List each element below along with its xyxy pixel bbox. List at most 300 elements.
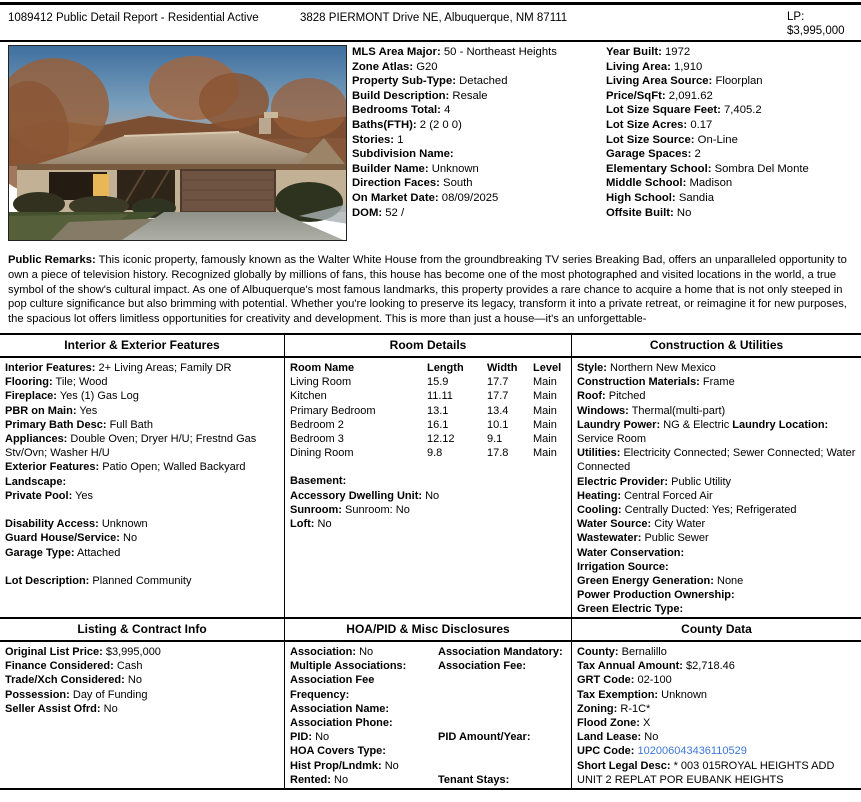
- field-label: Finance Considered:: [5, 660, 114, 672]
- field-line: [290, 673, 567, 687]
- field-line: [606, 89, 853, 104]
- room-details-body: [285, 358, 571, 531]
- room-cell: Primary Bedroom: [290, 404, 427, 418]
- field-value: Yes (1) Gas Log: [60, 390, 139, 402]
- room-cell: 13.1: [427, 404, 487, 418]
- field-line: [290, 474, 567, 488]
- room-cell: 9.1: [487, 432, 533, 446]
- field-label: PID:: [290, 731, 312, 743]
- field-label: Association Fee: [290, 674, 374, 686]
- field-line: [290, 688, 567, 702]
- field-label: Association Mandatory:: [438, 645, 563, 659]
- field-label: Loft:: [290, 518, 314, 530]
- field-value: 1972: [665, 46, 690, 58]
- field-label: Flood Zone:: [577, 717, 640, 729]
- room-row: [290, 389, 567, 403]
- county-header: County Data: [572, 619, 861, 642]
- field-label: Original List Price:: [5, 646, 103, 658]
- room-cell: 12.12: [427, 432, 487, 446]
- property-address: 3828 PIERMONT Drive NE, Albuquerque, NM 87111: [300, 10, 787, 24]
- field-line: [606, 60, 853, 75]
- field-label: Lot Size Source:: [606, 134, 695, 146]
- room-cell: Main: [533, 375, 567, 389]
- room-cell: Main: [533, 446, 567, 460]
- field-line: [290, 659, 567, 673]
- field-value: Service Room: [577, 433, 646, 445]
- field-line: [5, 361, 280, 375]
- field-line: [577, 517, 857, 531]
- room-cell: Main: [533, 389, 567, 403]
- field-label: Exterior Features:: [5, 461, 99, 473]
- field-line: [290, 489, 567, 503]
- field-value: No: [385, 760, 399, 772]
- field-value: 1: [397, 134, 403, 146]
- field-label: Roof:: [577, 390, 606, 402]
- field-line: [577, 574, 857, 588]
- field-line: [290, 645, 567, 659]
- field-line: [5, 489, 280, 503]
- overview-column-2: [601, 45, 853, 241]
- room-row: [290, 404, 567, 418]
- field-value: No: [677, 207, 691, 219]
- field-line: [5, 432, 280, 460]
- field-label: Zoning:: [577, 703, 617, 715]
- field-value: R-1C*: [620, 703, 650, 715]
- field-line: [606, 133, 853, 148]
- field-value: None: [717, 575, 743, 587]
- field-value: No: [128, 674, 142, 686]
- field-label: On Market Date:: [352, 192, 439, 204]
- field-label: Hist Prop/Lndmk:: [290, 760, 382, 772]
- field-value: * 003 015ROYAL HEIGHTS ADD UNIT 2 REPLAT POR EUBANK HEIGHTS: [577, 760, 834, 786]
- field-line: [5, 517, 280, 531]
- room-row: [290, 375, 567, 389]
- field-label: Year Built:: [606, 46, 662, 58]
- field-line: [577, 546, 857, 560]
- room-row: [290, 418, 567, 432]
- field-value: Day of Funding: [73, 689, 148, 701]
- hoa-body: [285, 642, 571, 788]
- field-label: Stories:: [352, 134, 394, 146]
- field-line: [577, 759, 857, 787]
- field-value: Tile; Wood: [56, 376, 108, 388]
- field-value: Floorplan: [715, 75, 762, 87]
- field-line: [577, 730, 857, 744]
- hoa-column: [284, 619, 571, 788]
- room-col-name: Room Name: [290, 361, 427, 375]
- field-line: [352, 60, 601, 75]
- field-line: [606, 103, 853, 118]
- field-value: 2+ Living Areas; Family DR: [99, 362, 232, 374]
- room-details-header: Room Details: [285, 335, 571, 358]
- field-line: [577, 588, 857, 602]
- field-label: Property Sub-Type:: [352, 75, 456, 87]
- field-label: HOA Covers Type:: [290, 745, 386, 757]
- field-label: PBR on Main:: [5, 405, 77, 417]
- field-label: Baths(FTH):: [352, 119, 417, 131]
- field-line: [5, 418, 280, 432]
- field-line: [577, 673, 857, 687]
- field-label: Seller Assist Ofrd:: [5, 703, 101, 715]
- construction-column: [571, 335, 861, 617]
- field-label: Landscape:: [5, 476, 66, 488]
- field-line: [352, 147, 601, 162]
- field-label: Laundry Power:: [577, 419, 660, 431]
- field-label: UPC Code:: [577, 745, 634, 757]
- field-line: [577, 418, 857, 446]
- field-label: Association Name:: [290, 703, 389, 715]
- field-line: [5, 531, 280, 545]
- field-label: County:: [577, 646, 619, 658]
- public-detail-report: [0, 2, 861, 802]
- field-line: [5, 659, 280, 673]
- field-line: [5, 389, 280, 403]
- field-value: $3,995,000: [106, 646, 161, 658]
- field-value: No: [318, 518, 332, 530]
- field-label: Disability Access:: [5, 518, 99, 530]
- field-label: Basement:: [290, 475, 346, 487]
- field-value: Pitched: [609, 390, 646, 402]
- field-label: Irrigation Source:: [577, 561, 669, 573]
- field-line: [606, 118, 853, 133]
- room-cell: 10.1: [487, 418, 533, 432]
- public-remarks-text: This iconic property, famously known as the Walter White House from the groundbreaking TV series Breaking Bad, offers an unparalleled opportunity to own a piece of television history. Recognized globally by millions of fans, this house has become one of the most photographed and visited locations in the world, a true symbol of the show's cultural impact. As one of Albuquerque's most famous landmarks, this property provides a rare chance to acquire a home that is not only steeped in pop culture significance but also brimming with potential. Whether you're looking to preserve its legacy, transform it into a private retreat, or reimagine it for new purposes, the spacious lot offers limitless opportunities for creativity and development. This is more than just a house—it's an unforgettable-: [8, 254, 847, 325]
- field-value: Yes: [75, 490, 93, 502]
- upc-code-link[interactable]: 102006043436110529: [638, 745, 747, 757]
- room-col-length: Length: [427, 361, 487, 375]
- field-line: [290, 744, 567, 758]
- field-line: [577, 361, 857, 375]
- field-label: Water Source:: [577, 518, 651, 530]
- field-label: Accessory Dwelling Unit:: [290, 490, 422, 502]
- room-extra-fields: [290, 474, 567, 531]
- list-price-value: $3,995,000: [787, 24, 853, 38]
- field-value: Resale: [452, 90, 487, 102]
- report-title: 1089412 Public Detail Report - Residential Active: [8, 10, 300, 24]
- field-line: [5, 404, 280, 418]
- field-value: Unknown: [661, 689, 707, 701]
- field-label: Laundry Location:: [732, 419, 828, 431]
- field-value: On-Line: [698, 134, 738, 146]
- room-cell: Kitchen: [290, 389, 427, 403]
- field-line: [577, 475, 857, 489]
- field-label: Tax Exemption:: [577, 689, 658, 701]
- county-body: [572, 642, 861, 788]
- field-line: [5, 645, 280, 659]
- field-line: [290, 730, 567, 744]
- field-label: Possession:: [5, 689, 70, 701]
- field-label: Primary Bath Desc:: [5, 419, 107, 431]
- field-value: Public Utility: [671, 476, 731, 488]
- room-cell: 17.8: [487, 446, 533, 460]
- field-label: Guard House/Service:: [5, 532, 120, 544]
- field-value: G20: [416, 61, 437, 73]
- field-value: Sandia: [679, 192, 714, 204]
- field-value: South: [443, 177, 473, 189]
- field-label: Green Energy Generation:: [577, 575, 714, 587]
- field-label: Association Phone:: [290, 717, 393, 729]
- field-line: [5, 688, 280, 702]
- field-label: Bedrooms Total:: [352, 104, 441, 116]
- bottom-section: [0, 617, 861, 790]
- field-label: Rented:: [290, 774, 331, 786]
- field-value: Full Bath: [110, 419, 153, 431]
- field-line: [352, 89, 601, 104]
- listing-column: [0, 619, 284, 788]
- field-value: No: [359, 646, 373, 658]
- field-value: No: [104, 703, 118, 715]
- field-value: Attached: [77, 547, 120, 559]
- field-line: [577, 602, 857, 616]
- room-cell: 11.11: [427, 389, 487, 403]
- field-label: Sunroom:: [290, 504, 342, 516]
- room-table-header: [290, 361, 567, 375]
- field-line: [5, 460, 280, 474]
- field-value: 02-100: [638, 674, 672, 686]
- field-value: 52 /: [385, 207, 404, 219]
- field-line: [5, 475, 280, 489]
- field-line: [577, 688, 857, 702]
- field-label: Lot Size Square Feet:: [606, 104, 721, 116]
- field-line: [577, 744, 857, 758]
- list-price-label: LP:: [787, 10, 853, 24]
- field-label: Offsite Built:: [606, 207, 674, 219]
- field-label: Construction Materials:: [577, 376, 700, 388]
- field-label: Lot Size Acres:: [606, 119, 687, 131]
- listing-header: Listing & Contract Info: [0, 619, 284, 642]
- field-label: Living Area Source:: [606, 75, 712, 87]
- field-label: Water Conservation:: [577, 547, 684, 559]
- field-line: [577, 389, 857, 403]
- field-label: DOM:: [352, 207, 382, 219]
- room-row: [290, 432, 567, 446]
- details-section: [0, 333, 861, 617]
- field-value: 08/09/2025: [442, 192, 499, 204]
- features-body: [0, 358, 284, 588]
- field-line: [606, 74, 853, 89]
- construction-body: [572, 358, 861, 617]
- features-header: Interior & Exterior Features: [0, 335, 284, 358]
- listing-body: [0, 642, 284, 716]
- field-line: [606, 45, 853, 60]
- field-value: Double Oven; Dryer H/U; Frestnd Gas Stv/Ovn; Washer H/U: [5, 433, 256, 459]
- field-label: Private Pool:: [5, 490, 72, 502]
- field-line: [577, 404, 857, 418]
- room-cell: Dining Room: [290, 446, 427, 460]
- field-line: [290, 716, 567, 730]
- field-line: [577, 503, 857, 517]
- spacer-line: [5, 560, 280, 574]
- list-price: [787, 10, 853, 38]
- room-row: [290, 446, 567, 460]
- field-label: Builder Name:: [352, 163, 429, 175]
- field-label: Fireplace:: [5, 390, 57, 402]
- field-line: [290, 702, 567, 716]
- field-value: Unknown: [102, 518, 148, 530]
- field-value: City Water: [654, 518, 705, 530]
- field-value: No: [644, 731, 658, 743]
- field-line: [290, 773, 567, 787]
- room-cell: 15.9: [427, 375, 487, 389]
- field-value: No: [334, 774, 348, 786]
- field-value: Detached: [459, 75, 507, 87]
- room-col-level: Level: [533, 361, 567, 375]
- field-label: Subdivision Name:: [352, 148, 454, 160]
- field-label: Trade/Xch Considered:: [5, 674, 125, 686]
- spacer-line: [5, 503, 280, 517]
- field-label: Appliances:: [5, 433, 67, 445]
- room-cell: 17.7: [487, 375, 533, 389]
- field-label: Style:: [577, 362, 607, 374]
- field-line: [577, 446, 857, 474]
- field-line: [577, 489, 857, 503]
- field-label: Frequency:: [290, 689, 349, 701]
- field-value: Frame: [703, 376, 735, 388]
- field-line: [352, 206, 601, 221]
- field-line: [5, 702, 280, 716]
- field-value: 4: [444, 104, 450, 116]
- construction-header: Construction & Utilities: [572, 335, 861, 358]
- field-label: Short Legal Desc:: [577, 760, 671, 772]
- field-line: [352, 45, 601, 60]
- room-cell: 13.4: [487, 404, 533, 418]
- room-cell: Bedroom 2: [290, 418, 427, 432]
- field-value: 50 - Northeast Heights: [444, 46, 557, 58]
- house-photo-illustration: [9, 46, 347, 241]
- field-label: MLS Area Major:: [352, 46, 441, 58]
- field-value: 1,910: [674, 61, 702, 73]
- field-label: Wastewater:: [577, 532, 641, 544]
- room-cell: Main: [533, 404, 567, 418]
- field-value: Electricity Connected; Sewer Connected; Water Connected: [577, 447, 855, 473]
- field-value: Sombra Del Monte: [715, 163, 809, 175]
- field-line: [352, 103, 601, 118]
- field-line: [290, 503, 567, 517]
- room-details-column: [284, 335, 571, 617]
- overview-column-1: [347, 45, 601, 241]
- public-remarks-label: Public Remarks:: [8, 254, 96, 266]
- field-line: [577, 560, 857, 574]
- field-value: $2,718.46: [686, 660, 735, 672]
- field-line: [5, 574, 280, 588]
- field-label: Garage Type:: [5, 547, 75, 559]
- field-label: Flooring:: [5, 376, 53, 388]
- field-label: Cooling:: [577, 504, 622, 516]
- field-label: Power Production Ownership:: [577, 589, 735, 601]
- field-line: [577, 702, 857, 716]
- field-label: Garage Spaces:: [606, 148, 691, 160]
- field-label: Middle School:: [606, 177, 686, 189]
- field-line: [5, 546, 280, 560]
- public-remarks: [0, 245, 861, 333]
- field-label: Price/SqFt:: [606, 90, 666, 102]
- field-value: X: [643, 717, 650, 729]
- field-line: [352, 74, 601, 89]
- field-line: [352, 191, 601, 206]
- room-cell: 17.7: [487, 389, 533, 403]
- field-line: [577, 645, 857, 659]
- field-line: [577, 659, 857, 673]
- field-line: [5, 673, 280, 687]
- field-line: [606, 206, 853, 221]
- field-label: Land Lease:: [577, 731, 641, 743]
- field-value: Sunroom: No: [345, 504, 410, 516]
- field-line: [577, 716, 857, 730]
- field-value: 2 (2 0 0): [420, 119, 462, 131]
- field-label: Living Area:: [606, 61, 671, 73]
- report-header: [0, 5, 861, 42]
- field-label: Electric Provider:: [577, 476, 668, 488]
- room-col-width: Width: [487, 361, 533, 375]
- field-label: Elementary School:: [606, 163, 711, 175]
- field-value: 7,405.2: [724, 104, 762, 116]
- field-value: 2,091.62: [669, 90, 713, 102]
- field-label: Interior Features:: [5, 362, 95, 374]
- field-label: GRT Code:: [577, 674, 634, 686]
- field-value: No: [425, 490, 439, 502]
- room-cell: 16.1: [427, 418, 487, 432]
- field-line: [290, 517, 567, 531]
- field-value: Central Forced Air: [624, 490, 713, 502]
- field-value: Northern New Mexico: [610, 362, 716, 374]
- field-value: Thermal(multi-part): [632, 405, 726, 417]
- room-cell: 9.8: [427, 446, 487, 460]
- room-table-rows: [290, 375, 567, 460]
- field-line: [606, 162, 853, 177]
- field-line: [5, 375, 280, 389]
- field-label: High School:: [606, 192, 676, 204]
- features-column: [0, 335, 284, 617]
- property-photo: [8, 45, 347, 241]
- field-label: Utilities:: [577, 447, 620, 459]
- field-line: [290, 759, 567, 773]
- spacer: [290, 460, 567, 474]
- room-cell: Living Room: [290, 375, 427, 389]
- field-label: Tax Annual Amount:: [577, 660, 683, 672]
- field-line: [352, 118, 601, 133]
- field-value: Madison: [689, 177, 732, 189]
- field-label: Lot Description:: [5, 575, 89, 587]
- field-line: [577, 531, 857, 545]
- room-cell: Main: [533, 432, 567, 446]
- field-line: [352, 176, 601, 191]
- field-value: 2: [695, 148, 701, 160]
- field-label: Zone Atlas:: [352, 61, 413, 73]
- field-label: PID Amount/Year:: [438, 730, 531, 744]
- field-label: Association Fee:: [438, 659, 526, 673]
- field-line: [606, 176, 853, 191]
- field-value: No: [315, 731, 329, 743]
- field-label: Heating:: [577, 490, 621, 502]
- field-line: [352, 162, 601, 177]
- field-label: Tenant Stays:: [438, 773, 509, 787]
- field-value: Patio Open; Walled Backyard: [102, 461, 245, 473]
- field-label: Multiple Associations:: [290, 660, 406, 672]
- field-value: Bernalillo: [622, 646, 667, 658]
- field-value: No: [123, 532, 137, 544]
- field-value: Centrally Ducted: Yes; Refrigerated: [625, 504, 797, 516]
- field-label: Windows:: [577, 405, 629, 417]
- field-value: Yes: [79, 405, 97, 417]
- field-value: Planned Community: [92, 575, 191, 587]
- field-line: [290, 787, 567, 788]
- county-column: [571, 619, 861, 788]
- room-cell: Main: [533, 418, 567, 432]
- field-line: [577, 375, 857, 389]
- field-label: Build Description:: [352, 90, 449, 102]
- field-label: Association:: [290, 646, 356, 658]
- field-value: Cash: [117, 660, 143, 672]
